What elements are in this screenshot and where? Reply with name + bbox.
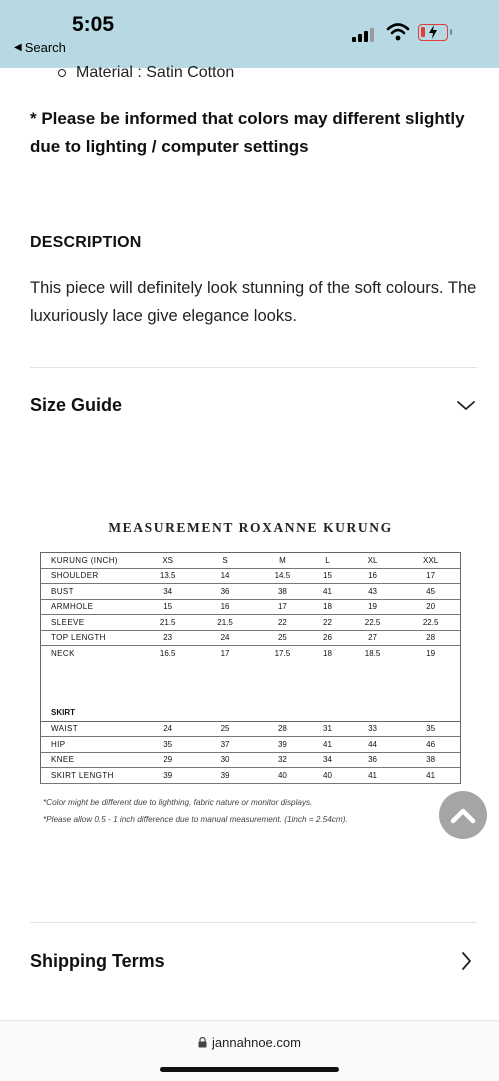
table-cell: 19 [426,648,436,658]
chart-note: *Please allow 0.5 - 1 inch difference due to manual measurement. (1inch = 2.54cm). [43,814,348,824]
table-cell: 37 [196,737,253,753]
table-row [41,646,461,661]
table-cell: 22.5 [344,615,401,631]
clock: 5:05 [72,13,115,36]
table-cell: 43 [344,584,401,600]
table-cell: 39 [196,768,253,784]
table-cell: 25 [254,630,311,646]
material-text: Material : Satin Cotton [76,64,235,81]
table-cell: 18 [323,648,332,658]
table-cell: 44 [344,737,401,753]
table-header-label: KURUNG (INCH) [41,553,140,569]
table-cell: 16.5 [159,648,176,658]
table-cell: 20 [401,599,460,615]
shipping-terms-label: Shipping Terms [30,950,165,971]
table-cell: 46 [401,737,460,753]
table-cell: 25 [196,721,253,737]
shipping-terms-toggle[interactable] [30,946,477,976]
size-header: XL [344,553,401,569]
status-bar [0,0,499,68]
table-row [41,584,461,600]
divider [30,367,477,368]
table-cell: 34 [139,584,196,600]
back-label: Search [24,40,66,55]
table-cell: 41 [401,768,460,784]
row-label: WAIST [41,721,140,737]
table-row [41,768,461,784]
table-header-row [41,553,461,569]
table-cell: 35 [401,721,460,737]
row-label: ARMHOLE [41,599,140,615]
table-cell: 16 [196,599,253,615]
row-label: KNEE [41,752,140,768]
table-cell: 24 [196,630,253,646]
table-cell: 40 [254,768,311,784]
table-spacer [41,661,461,705]
size-header: XXL [401,553,460,569]
table-cell: 41 [344,768,401,784]
size-header: XS [139,553,196,569]
table-cell: 41 [311,737,344,753]
table-row [41,721,461,737]
description-heading: DESCRIPTION [30,234,142,251]
skirt-header-row [41,705,461,722]
row-label: SHOULDER [41,568,140,584]
measurement-chart [40,520,461,828]
material-list-item [58,64,234,82]
table-cell: 39 [254,737,311,753]
table-cell: 24 [139,721,196,737]
table-cell: 38 [401,752,460,768]
table-cell: 15 [311,568,344,584]
row-label: BUST [41,584,140,600]
table-row [41,599,461,615]
table-cell: 22 [254,615,311,631]
description-text: This piece will definitely look stunning of the soft colours. The luxuriously lace give elegance looks. [30,279,477,325]
skirt-header: SKIRT [41,705,461,722]
table-cell: 14 [196,568,253,584]
cellular-signal-icon [352,26,374,42]
row-label: TOP LENGTH [41,630,140,646]
table-cell: 22 [311,615,344,631]
lock-icon [198,1037,207,1048]
row-label: SKIRT LENGTH [41,768,140,784]
wifi-icon [386,22,410,42]
table-cell: 22.5 [401,615,460,631]
table-cell: 17 [254,599,311,615]
table-cell: 41 [311,584,344,600]
table-cell: 33 [344,721,401,737]
table-cell: 18 [311,599,344,615]
table-cell: 15 [139,599,196,615]
table-cell: 28 [254,721,311,737]
table-cell: 23 [139,630,196,646]
table-cell: 28 [401,630,460,646]
table-row [41,752,461,768]
table-cell: 18.5 [364,648,381,658]
chart-notes [40,794,461,828]
color-notice: * Please be informed that colors may different slightly due to lighting / computer settings [30,109,465,156]
table-cell: 27 [344,630,401,646]
table-row [41,737,461,753]
table-cell: 34 [311,752,344,768]
table-row [41,568,461,584]
table-cell: 35 [139,737,196,753]
scroll-to-top-button[interactable] [439,791,487,839]
table-cell: 19 [344,599,401,615]
table-cell: 38 [254,584,311,600]
table-cell: 36 [196,584,253,600]
bullet-icon [58,69,66,77]
table-cell: 29 [139,752,196,768]
table-cell: 31 [311,721,344,737]
url-text: jannahnoe.com [212,1035,301,1050]
address-bar[interactable] [0,1035,499,1050]
chevron-down-icon [455,394,477,416]
table-cell: 21.5 [139,615,196,631]
row-label: HIP [41,737,140,753]
table-cell: 13.5 [139,568,196,584]
chevron-up-icon [450,806,476,824]
home-indicator [160,1067,339,1072]
browser-bottom-bar [0,1020,499,1081]
divider [30,922,477,923]
table-cell: 17.5 [274,648,291,658]
chart-title: MEASUREMENT ROXANNE KURUNG [108,520,393,535]
size-guide-toggle[interactable] [30,390,477,420]
size-header: L [311,553,344,569]
row-label: NECK [51,648,75,658]
table-cell: 21.5 [196,615,253,631]
size-guide-label: Size Guide [30,394,123,415]
back-arrow-icon: ◀ [14,42,22,53]
measurement-table [40,552,461,784]
chevron-right-icon [455,950,477,972]
table-row [41,615,461,631]
table-cell: 16 [344,568,401,584]
table-cell: 40 [311,768,344,784]
table-cell: 17 [401,568,460,584]
table-cell: 30 [196,752,253,768]
table-cell: 17 [220,648,230,658]
table-cell: 39 [139,768,196,784]
back-to-search-button[interactable] [14,40,66,55]
table-cell: 32 [254,752,311,768]
battery-icon [418,24,448,41]
table-row [41,630,461,646]
table-cell: 14.5 [254,568,311,584]
table-cell: 26 [311,630,344,646]
row-label: SLEEVE [41,615,140,631]
size-header: M [254,553,311,569]
size-header: S [196,553,253,569]
table-cell: 36 [344,752,401,768]
chart-note: *Color might be different due to lighthing, fabric nature or monitor displays. [43,797,313,807]
table-cell: 45 [401,584,460,600]
